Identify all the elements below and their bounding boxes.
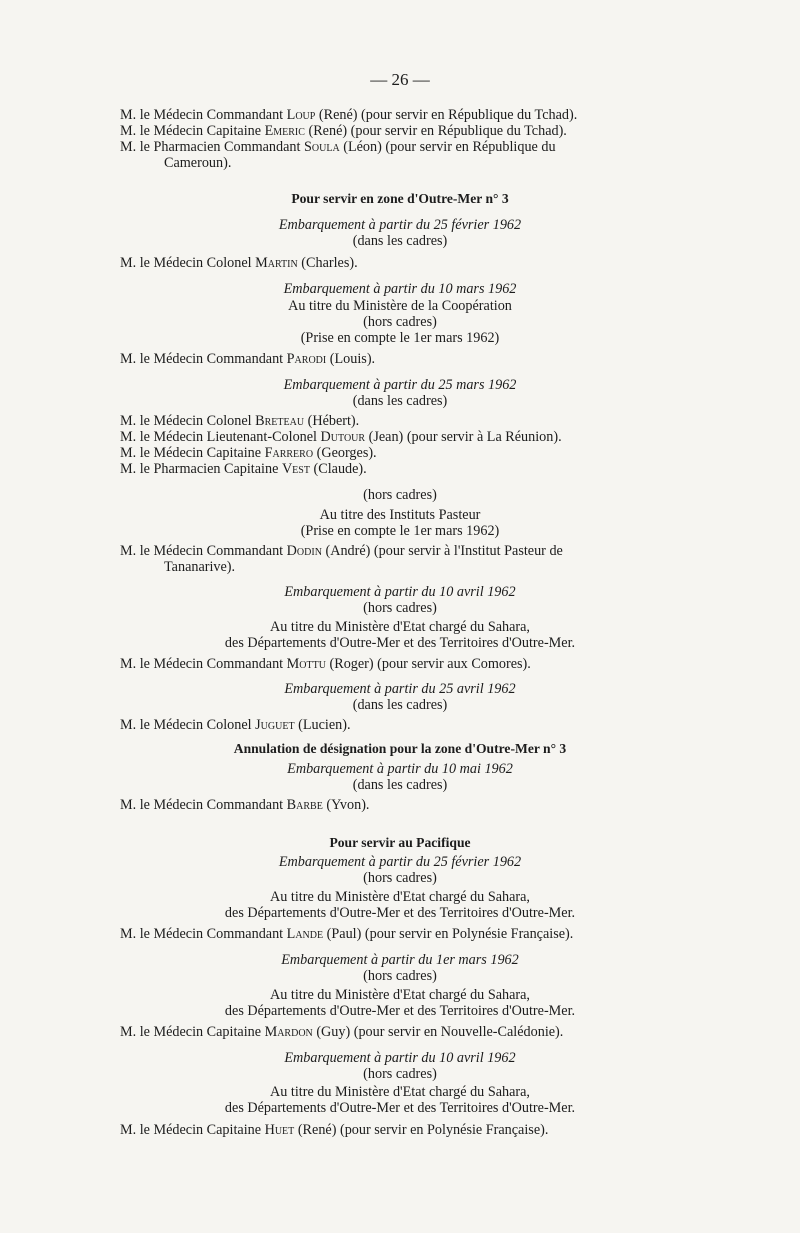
entry-line: M. le Médecin Commandant Parodi (Louis).	[120, 351, 376, 367]
cadre-status: (dans les cadres)	[352, 233, 448, 249]
section-heading: Annulation de désignation pour la zone d'Outre-Mer n° 3	[233, 741, 567, 756]
cadre-status: (hors cadres)	[363, 1066, 437, 1082]
person-name: Huet	[264, 1122, 295, 1138]
embarkation-date: Embarquement à partir du 25 avril 1962	[284, 681, 516, 697]
ministry-title-cont: des Départements d'Outre-Mer et des Territoires d'Outre-Mer.	[224, 635, 576, 651]
effective-date: (Prise en compte le 1er mars 1962)	[300, 523, 500, 539]
cadre-status: (dans les cadres)	[352, 393, 448, 409]
person-name: Lande	[286, 926, 324, 942]
embarkation-date: Embarquement à partir du 10 avril 1962	[284, 584, 516, 600]
entry-line: M. le Médecin Colonel Juguet (Lucien).	[120, 717, 351, 733]
page-number: — 26 —	[370, 70, 430, 89]
cadre-status: (hors cadres)	[363, 314, 437, 330]
effective-date: (Prise en compte le 1er mars 1962)	[300, 330, 500, 346]
embarkation-date: Embarquement à partir du 10 mai 1962	[287, 761, 513, 777]
entry-line: M. le Médecin Colonel Breteau (Hébert).	[120, 413, 360, 429]
person-name: Farrero	[264, 445, 314, 461]
ministry-title: Au titre du Ministère d'Etat chargé du Sahara,	[270, 1084, 530, 1100]
entry-continuation: Tananarive).	[164, 559, 236, 575]
ministry-title: Au titre du Ministère de la Coopération	[288, 298, 512, 314]
cadre-status: (hors cadres)	[363, 968, 437, 984]
person-name: Dutour	[320, 429, 366, 445]
entry-line: M. le Médecin Capitaine Emeric (René) (pour servir en République du Tchad).	[120, 123, 567, 139]
person-name: Emeric	[264, 123, 305, 139]
embarkation-date: Embarquement à partir du 25 février 1962	[278, 217, 522, 233]
person-name: Parodi	[286, 351, 327, 367]
entry-line: M. le Médecin Colonel Martin (Charles).	[120, 255, 358, 271]
entry-line: M. le Pharmacien Commandant Soula (Léon) (pour servir en République du	[120, 139, 556, 155]
person-name: Dodin	[286, 543, 322, 559]
entry-line: M. le Médecin Commandant Mottu (Roger) (pour servir aux Comores).	[120, 656, 531, 672]
section-heading: Pour servir au Pacifique	[329, 835, 471, 850]
cadre-status: (dans les cadres)	[352, 777, 448, 793]
person-name: Mottu	[286, 656, 326, 672]
person-name: Vest	[281, 461, 310, 477]
entry-line: M. le Médecin Commandant Loup (René) (pour servir en République du Tchad).	[120, 107, 578, 123]
person-name: Juguet	[255, 717, 295, 733]
cadre-status: (hors cadres)	[363, 870, 437, 886]
embarkation-date: Embarquement à partir du 1er mars 1962	[281, 952, 519, 968]
entry-line: M. le Médecin Commandant Lande (Paul) (pour servir en Polynésie Française).	[120, 926, 574, 942]
entry-line: M. le Médecin Commandant Dodin (André) (pour servir à l'Institut Pasteur de	[120, 543, 563, 559]
ministry-title-cont: des Départements d'Outre-Mer et des Territoires d'Outre-Mer.	[224, 1003, 576, 1019]
embarkation-date: Embarquement à partir du 25 février 1962	[278, 854, 522, 870]
entry-line: M. le Médecin Capitaine Mardon (Guy) (pour servir en Nouvelle-Calédonie).	[120, 1024, 564, 1040]
entry-line: M. le Médecin Capitaine Farrero (Georges).	[120, 445, 377, 461]
entry-line: M. le Médecin Capitaine Huet (René) (pour servir en Polynésie Française).	[120, 1122, 549, 1138]
person-name: Barbe	[286, 797, 323, 813]
ministry-title-cont: des Départements d'Outre-Mer et des Territoires d'Outre-Mer.	[224, 1100, 576, 1116]
ministry-title-cont: des Départements d'Outre-Mer et des Territoires d'Outre-Mer.	[224, 905, 576, 921]
embarkation-date: Embarquement à partir du 25 mars 1962	[283, 377, 517, 393]
entry-line: M. le Médecin Commandant Barbe (Yvon).	[120, 797, 370, 813]
cadre-status: (dans les cadres)	[352, 697, 448, 713]
entry-continuation: Cameroun).	[164, 155, 232, 171]
cadre-status: (hors cadres)	[363, 487, 437, 503]
cadre-status: (hors cadres)	[363, 600, 437, 616]
person-name: Breteau	[255, 413, 305, 429]
section-heading: Pour servir en zone d'Outre-Mer n° 3	[291, 191, 509, 206]
embarkation-date: Embarquement à partir du 10 avril 1962	[284, 1050, 516, 1066]
ministry-title: Au titre du Ministère d'Etat chargé du Sahara,	[270, 619, 530, 635]
person-name: Soula	[304, 139, 340, 155]
person-name: Mardon	[264, 1024, 313, 1040]
person-name: Martin	[255, 255, 298, 271]
ministry-title: Au titre du Ministère d'Etat chargé du Sahara,	[270, 889, 530, 905]
person-name: Loup	[286, 107, 316, 123]
entry-line: M. le Pharmacien Capitaine Vest (Claude).	[120, 461, 367, 477]
entry-line: M. le Médecin Lieutenant-Colonel Dutour (Jean) (pour servir à La Réunion).	[120, 429, 562, 445]
embarkation-date: Embarquement à partir du 10 mars 1962	[283, 281, 517, 297]
ministry-title: Au titre du Ministère d'Etat chargé du Sahara,	[270, 987, 530, 1003]
ministry-title: Au titre des Instituts Pasteur	[319, 507, 481, 523]
